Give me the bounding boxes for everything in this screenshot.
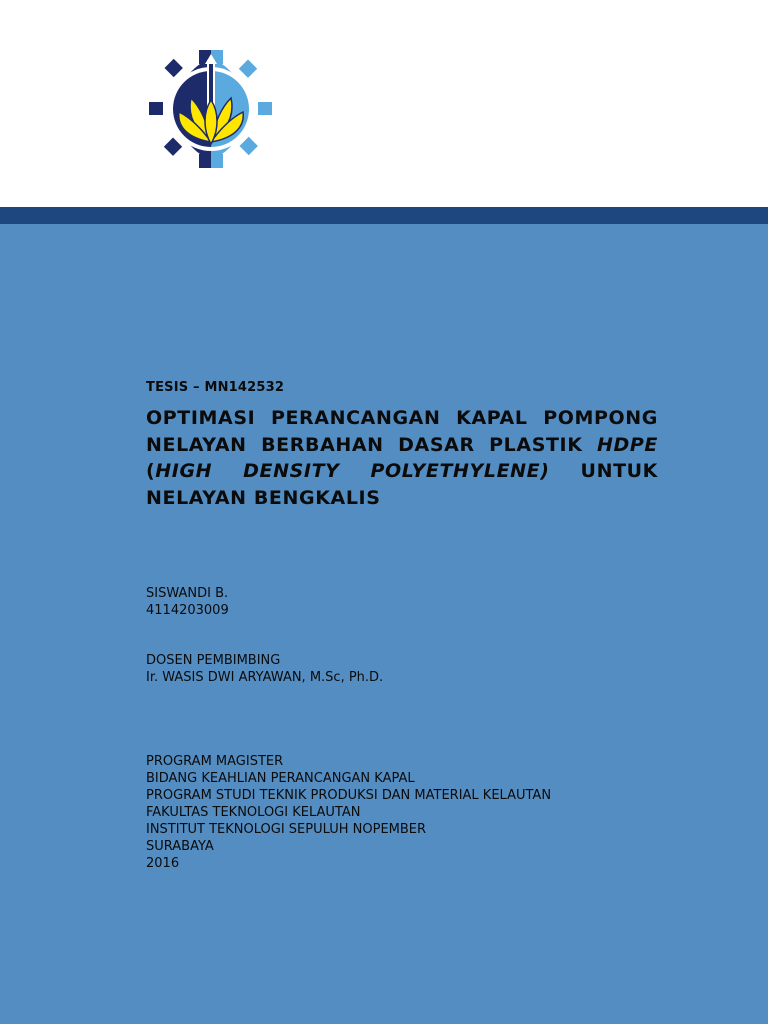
supervisor-label: DOSEN PEMBIMBING (146, 653, 281, 668)
title-line-4: NELAYAN BENGKALIS (146, 486, 381, 509)
supervisor-name: Ir. WASIS DWI ARYAWAN, M.Sc, Ph.D. (146, 670, 384, 685)
supervisor-block (146, 652, 383, 686)
author-id: 4114203009 (146, 603, 229, 618)
title-line-3-italic: HIGH DENSITY POLYETHYLENE) (155, 460, 550, 482)
author-block (146, 585, 229, 619)
institution-block (146, 753, 551, 872)
title-line-3-text: UNTUK (549, 460, 658, 482)
university-logo (147, 50, 274, 168)
thesis-title (146, 405, 658, 511)
faculty-name: FAKULTAS TEKNOLOGI KELAUTAN (146, 805, 361, 820)
cover-header (0, 0, 768, 207)
title-line-2 (146, 432, 658, 459)
city-name: SURABAYA (146, 839, 214, 854)
title-line-1: OPTIMASI PERANCANGAN KAPAL POMPONG (146, 407, 658, 429)
author-name: SISWANDI B. (146, 586, 229, 601)
cover-background (0, 224, 768, 1024)
title-line-3-open: ( (146, 460, 156, 482)
university-name: INSTITUT TEKNOLOGI SEPULUH NOPEMBER (146, 822, 427, 837)
header-stripe (0, 207, 768, 224)
title-line-2-text: NELAYAN BERBAHAN DASAR PLASTIK (146, 433, 598, 456)
title-line-3 (146, 458, 658, 485)
year: 2016 (146, 856, 180, 871)
study-program-name: PROGRAM STUDI TEKNIK PRODUKSI DAN MATERIAL KELAUTAN (146, 788, 552, 803)
title-line-2-italic: HDPE (597, 433, 658, 456)
thesis-code: TESIS – MN142532 (146, 380, 285, 395)
field-name: BIDANG KEAHLIAN PERANCANGAN KAPAL (146, 771, 415, 786)
program-name: PROGRAM MAGISTER (146, 754, 284, 769)
